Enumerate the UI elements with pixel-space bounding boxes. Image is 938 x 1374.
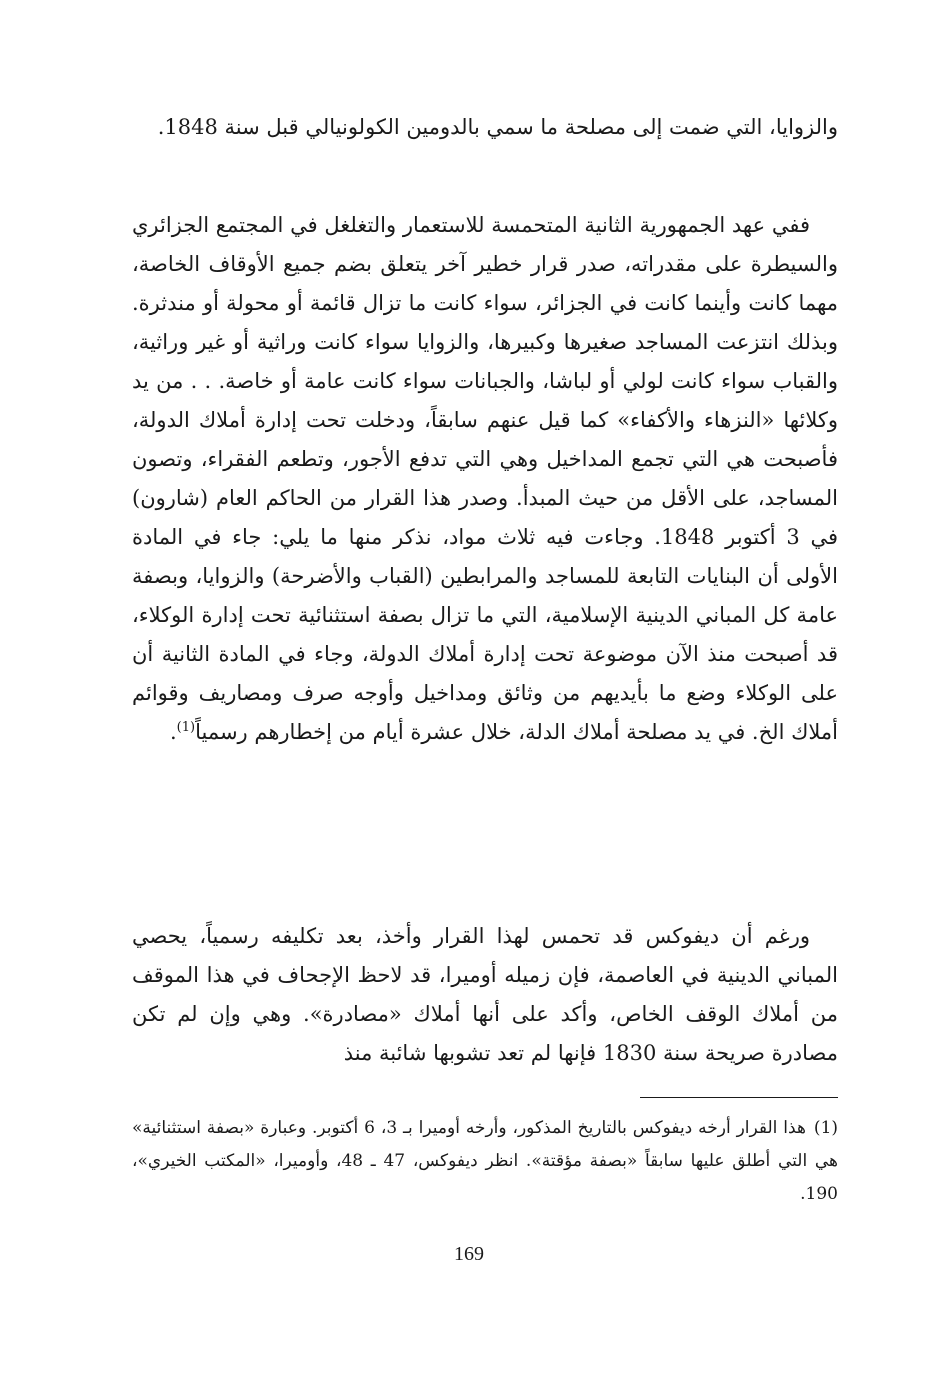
closing-paragraph [132,917,838,1073]
intro-text: والزوايا، التي ضمت إلى مصلحة ما سمي بالدومين الكولونيالي قبل سنة 1848. [157,115,838,139]
footnote-separator [640,1097,838,1098]
footnote-text: هذا القرار أرخه ديفوكس بالتاريخ المذكور، وأرخه أوميرا بـ 3، 6 أكتوبر. وعبارة «بصفة استثنائية» هي التي أطلق عليها سابقاً «بصفة مؤقتة». انظر ديفوكس، 47 ـ 48، وأوميرا، «المكتب الخيري»، 190. [132,1118,838,1204]
main-paragraph [132,206,838,752]
footnote [132,1112,838,1211]
footnote-marker: (1) [813,1118,839,1138]
page-number: 169 [454,1243,484,1265]
footnote-reference: (1) [176,720,196,735]
closing-paragraph-text: ورغم أن ديفوكس قد تحمس لهذا القرار وأخذ، بعد تكليفه رسمياً، يحصي المباني الدينية في العاصمة، فإن زميله أوميرا، قد لاحظ الإجحاف في هذا الموقف من أملاك الوقف الخاص، وأكد على أنها أملاك «مصادرة». وهي وإن لم تكن مصادرة صريحة سنة 1830 فإنها لم تعد تشوبها شائبة منذ [132,924,838,1065]
intro-paragraph [132,108,838,147]
main-paragraph-text: ففي عهد الجمهورية الثانية المتحمسة للاستعمار والتغلغل في المجتمع الجزائري والسيطرة على مقدراته، صدر قرار خطير آخر يتعلق بضم جميع الأوقاف الخاصة، مهما كانت وأينما كانت في الجزائر، سواء كانت ما تزال قائمة أو محولة أو مندثرة. وبذلك انتزعت المساجد صغيرها وكبيرها، والزوايا سواء كانت وراثية أو غير وراثية، والقباب سواء كانت لولي أو لباشا، والجبانات سواء كانت عامة أو خاصة. . . من يد وكلائها «النزهاء والأكفاء» كما قيل عنهم سابقاً، ودخلت تحت إدارة أملاك الدولة، فأصبحت هي التي تجمع المداخيل وهي التي تدفع الأجور، وتطعم الفقراء، وتصون المساجد، على الأقل من حيث المبدأ. وصدر هذا القرار من الحاكم العام (شارون) في 3 أكتوبر 1848. وجاءت فيه ثلاث مواد، نذكر منها ما يلي: جاء في المادة الأولى أن البنايات التابعة للمساجد والمرابطين (القباب والأضرحة) والزوايا، وبصفة عامة كل المباني الدينية الإسلامية، التي ما تزال بصفة استثنائية تحت إدارة الوكلاء، قد أصبحت منذ الآن موضوعة تحت إدارة أملاك الدولة، وجاء في المادة الثانية أن على الوكلاء وضع ما بأيديهم من وثائق ومداخيل وأوجه صرف ومصاريف وقوائم أملاك الخ. في يد مصلحة أملاك الدلة، خلال عشرة أيام من إخطارهم رسمياً [132,213,839,744]
main-paragraph-end: . [169,720,177,744]
